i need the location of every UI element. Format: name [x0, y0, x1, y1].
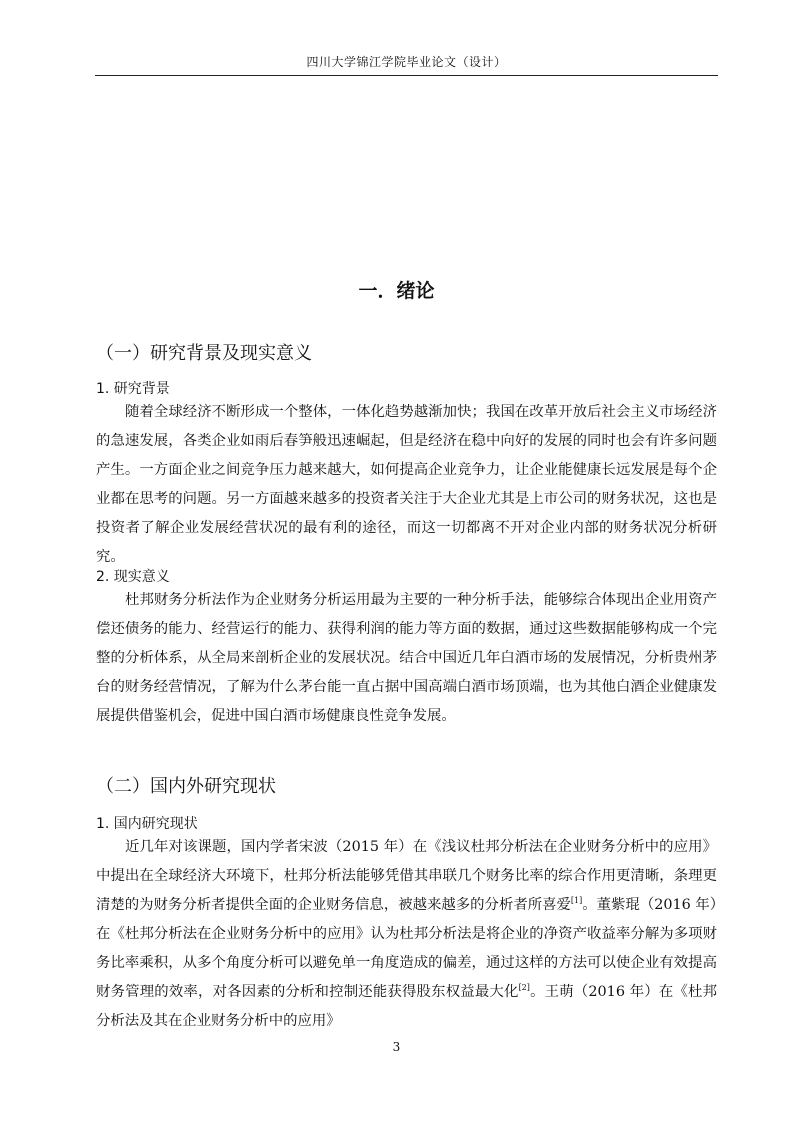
- subheading-research-background: 1. 研究背景: [96, 381, 170, 397]
- paragraph-text: 近几年对该课题，国内学者宋波（2015 年）在《浅议杜邦分析法在企业财务分析中的应用》中提出在全球经济大环境下，杜邦分析法能够凭借其串联几个财务比率的综合作用更清晰，条理更清楚的为财务分析者提供全面的企业财务信息，被越来越多的分析者所喜爱: [96, 839, 717, 913]
- paragraph-text: 。董紫琨（2016 年）在《杜邦分析法在企业财务分析中的应用》认为杜邦分析法是将企业的净资产收益率分解为多项财务比率乘积，从多个角度分析可以避免单一角度造成的偏差，通过这样的方法可以使企业有效提高财务管理的效率，对各因素的分析和控制还能获得股东权益最大化: [96, 897, 717, 1000]
- header-divider: [95, 75, 718, 76]
- chapter-title: 一．绪论: [358, 280, 435, 302]
- section-heading-research-status: （二）国内外研究现状: [96, 776, 276, 797]
- paragraph-text: 。王萌（2016 年）在《杜邦分析法及其在企业财务分析中的应用》: [96, 984, 717, 1029]
- citation-1: [1]: [570, 896, 583, 905]
- paragraph-research-background: 随着全球经济不断形成一个整体，一体化趋势越渐加快；我国在改革开放后社会主义市场经济的急速发展，各类企业如雨后春笋般迅速崛起，但是经济在稳中向好的发展的同时也会有许多问题产生。一方面企业之间竞争压力越来越大，如何提高企业竞争力，让企业能健康长远发展是每个企业都在思考的问题。另一方面越来越多的投资者关注于大企业尤其是上市公司的财务状况，这也是投资者了解企业发展经营状况的最有利的途径，而这一切都离不开对企业内部的财务状况分析研究。: [96, 404, 717, 565]
- subheading-domestic-research: 1. 国内研究现状: [96, 816, 198, 832]
- citation-2: [2]: [518, 983, 530, 992]
- running-header: 四川大学锦江学院毕业论文（设计）: [306, 55, 507, 69]
- subheading-practical-significance: 2. 现实意义: [96, 569, 170, 585]
- paragraph-domestic-research: [96, 833, 717, 1036]
- section-heading-background: （一）研究背景及现实意义: [96, 343, 312, 364]
- paragraph-practical-significance: 杜邦财务分析法作为企业财务分析运用最为主要的一种分析手法，能够综合体现出企业用资产偿还债务的能力、经营运行的能力、获得利润的能力等方面的数据，通过这些数据能够构成一个完整的分析体系，从全局来剖析企业的发展状况。结合中国近几年白酒市场的发展情况，分析贵州茅台的财务经营情况，了解为什么茅台能一直占据中国高端白酒市场顶端，也为其他白酒企业健康发展提供借鉴机会，促进中国白酒市场健康良性竞争发展。: [96, 592, 717, 724]
- page-number: 3: [392, 1040, 401, 1054]
